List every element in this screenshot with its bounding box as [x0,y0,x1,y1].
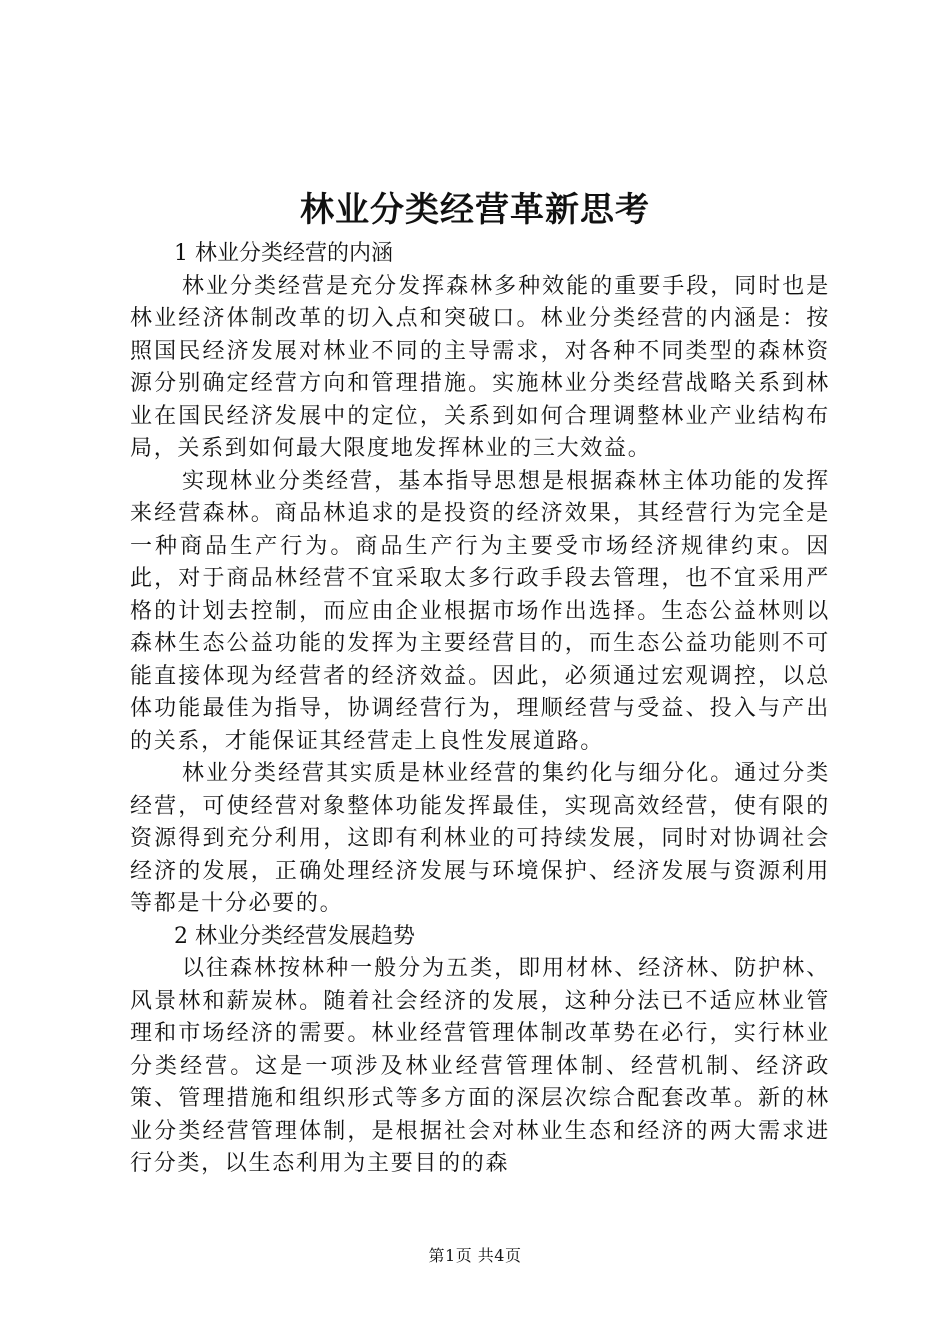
paragraph: 实现林业分类经营，基本指导思想是根据森林主体功能的发挥来经营森林。商品林追求的是投资的经济效果，其经营行为完全是一种商品生产行为。商品生产行为主要受市场经济规律约束。因此，对于商品林经营不宜采取太多行政手段去管理，也不宜采用严格的计划去控制，而应由企业根据市场作出选择。生态公益林则以森林生态公益功能的发挥为主要经营目的，而生态公益功能则不可能直接体现为经营者的经济效益。因此，必须通过宏观调控，以总体功能最佳为指导，协调经营行为，理顺经营与受益、投入与产出的关系，才能保证其经营走上良性发展道路。 [130,468,830,754]
document-title: 林业分类经营革新思考 [300,190,650,230]
page-number-footer: 第1页 共4页 [428,1246,522,1265]
section-heading: 1 林业分类经营的内涵 [174,241,393,266]
document-body [130,238,830,1181]
paragraph: 以往森林按林种一般分为五类，即用材林、经济林、防护林、风景林和薪炭林。随着社会经济的发展，这种分法已不适应林业管理和市场经济的需要。林业经营管理体制改革势在必行，实行林业分类经营。这是一项涉及林业经营管理体制、经营机制、经济政策、管理措施和组织形式等多方面的深层次综合配套改革。新的林业分类经营管理体制，是根据社会对林业生态和经济的两大需求进行分类，以生态利用为主要目的的森 [130,956,830,1176]
section-1 [130,238,830,921]
paragraph: 林业分类经营其实质是林业经营的集约化与细分化。通过分类经营，可使经营对象整体功能发挥最佳，实现高效经营，使有限的资源得到充分利用，这即有利林业的可持续发展，同时对协调社会经济的发展，正确处理经济发展与环境保护、经济发展与资源利用等都是十分必要的。 [130,761,830,916]
section-2 [130,921,830,1181]
paragraph: 林业分类经营是充分发挥森林多种效能的重要手段，同时也是林业经济体制改革的切入点和突破口。林业分类经营的内涵是：按照国民经济发展对林业不同的主导需求，对各种不同类型的森林资源分别确定经营方向和管理措施。实施林业分类经营战略关系到林业在国民经济发展中的定位，关系到如何合理调整林业产业结构布局，关系到如何最大限度地发挥林业的三大效益。 [130,273,830,461]
section-heading: 2 林业分类经营发展趋势 [174,923,415,949]
